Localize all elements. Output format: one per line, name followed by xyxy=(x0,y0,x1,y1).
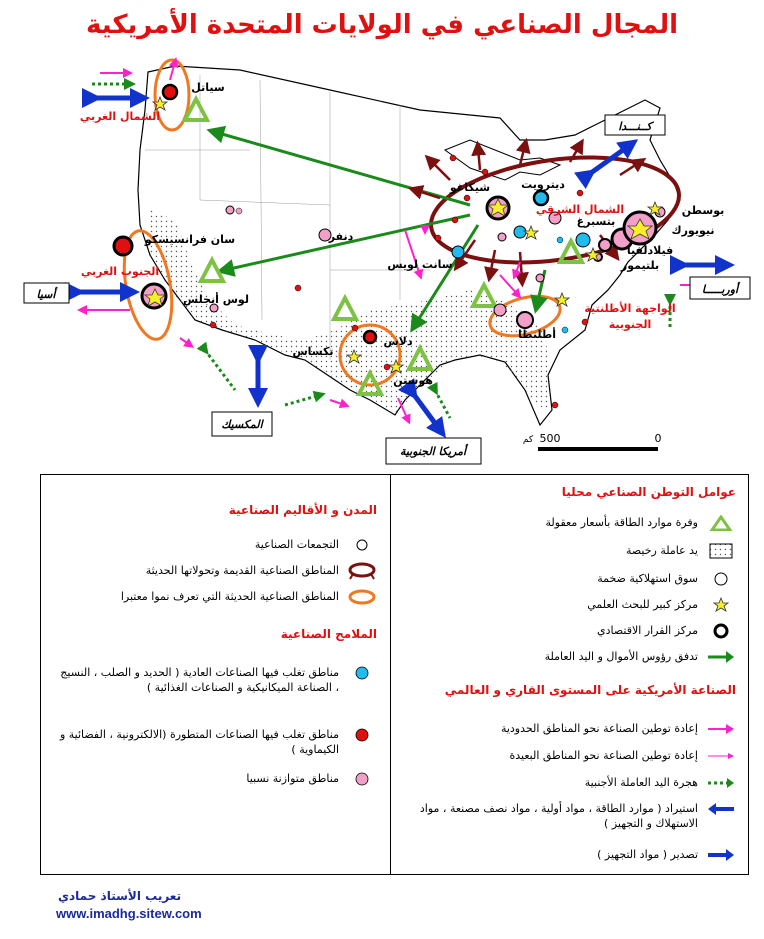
svg-text:أوربـــــا: أوربـــــا xyxy=(701,283,739,296)
legend-item: المناطق الصناعية الحديثة التي تعرف نموا معتبرا xyxy=(121,589,377,605)
scale-bar xyxy=(523,432,662,451)
svg-text:0: 0 xyxy=(654,432,662,445)
city-texas: تكساس xyxy=(292,345,334,358)
box-canada xyxy=(605,115,665,135)
legend xyxy=(40,474,749,875)
svg-text:كم: كم xyxy=(522,435,534,445)
legend-section-local-factors: عوامل التوطن الصناعي محليا xyxy=(561,485,736,499)
website-url[interactable]: www.imadhg.sitew.com xyxy=(56,906,202,921)
usa-industrial-map xyxy=(0,45,764,470)
legend-item: تصدير ( مواد التجهيز ) xyxy=(597,847,736,863)
legend-item: هجرة اليد العاملة الأجنبية xyxy=(585,775,736,791)
legend-item: سوق استهلاكية ضخمة xyxy=(597,571,736,587)
svg-text:أمريكا الجنوبية: أمريكا الجنوبية xyxy=(399,445,467,458)
region-southeast-line2: الجنوبية xyxy=(608,318,652,331)
legend-right-column xyxy=(391,475,748,874)
city-philadelphia: فيلادلفيا xyxy=(626,244,674,257)
page-title: المجال الصناعي في الولايات المتحدة الأمريكية xyxy=(85,10,679,40)
city-denver: دنفر xyxy=(328,230,354,243)
author-credit: تعريب الأستاذ حمادي xyxy=(58,889,182,903)
city-saint-louis: سانت لويس xyxy=(387,258,453,271)
legend-left-column xyxy=(41,475,389,874)
city-atlanta: أطلنطا xyxy=(518,328,556,341)
box-mexico xyxy=(212,412,272,436)
legend-item: تدفق رؤوس الأموال و اليد العاملة xyxy=(545,649,736,665)
city-seattle: سياتل xyxy=(191,81,225,94)
region-northwest: الشمال الغربي xyxy=(79,110,161,123)
legend-item: مركز القرار الاقتصادي xyxy=(597,623,736,639)
city-houston: هوستن xyxy=(393,374,433,387)
legend-item: مناطق تغلب فيها الصناعات العادية ( الحديد و الصلب ، النسيج ، الصناعة الميكانيكية و الصناعات الغذائية ) xyxy=(57,665,377,695)
city-baltimore: بلتيمور xyxy=(620,259,660,272)
city-dallas: دلاس xyxy=(383,335,413,348)
legend-item: استيراد ( موارد الطاقة ، مواد أولية ، مواد نصف مصنعة ، مواد الاستهلاك و التجهيز ) xyxy=(391,801,736,831)
legend-item: إعادة توطين الصناعة نحو المناطق الحدودية xyxy=(501,721,736,737)
svg-text:500: 500 xyxy=(539,432,561,445)
region-northeast: الشمال الشرقي xyxy=(535,203,625,216)
city-pittsburgh: بتسبرغ xyxy=(576,215,616,228)
legend-section-cities: المدن و الأقاليم الصناعية xyxy=(228,503,377,517)
box-europe xyxy=(690,277,750,299)
city-boston: بوسطن xyxy=(681,204,725,217)
legend-item: التجمعات الصناعية xyxy=(255,537,377,553)
svg-text:كــنـــدا: كــنـــدا xyxy=(618,120,652,133)
city-detroit: ديترويت xyxy=(521,178,565,191)
legend-section-global: الصناعة الأمريكية على المستوى القاري و العالمي xyxy=(444,683,736,697)
box-asia xyxy=(24,283,69,303)
legend-item: وفرة موارد الطاقة بأسعار معقولة xyxy=(546,515,736,531)
legend-item: يد عاملة رخيصة xyxy=(626,543,736,559)
legend-item: مركز كبير للبحث العلمي xyxy=(587,597,736,613)
city-new-york: نيويورك xyxy=(671,224,715,237)
city-chicago: شيكاغو xyxy=(449,181,491,194)
city-san-francisco: سان فرانسيسكو xyxy=(144,233,236,246)
box-south-america xyxy=(386,438,481,464)
legend-item: إعادة توطين الصناعة نحو المناطق البعيدة xyxy=(510,748,737,764)
city-los-angeles: لوس أنجلس xyxy=(183,293,249,306)
legend-item: مناطق متوازنة نسبيا xyxy=(246,771,377,787)
region-southeast-line1: الواجهة الأطلنتية xyxy=(584,302,676,315)
legend-section-features: الملامح الصناعية xyxy=(280,627,377,641)
legend-item: مناطق تغلب فيها الصناعات المتطورة (الالكترونية ، الفضائية و الكيماوية ) xyxy=(57,727,377,757)
svg-text:المكسيك: المكسيك xyxy=(221,418,263,431)
legend-item: المناطق الصناعية القديمة وتحولاتها الحديثة xyxy=(146,563,377,579)
svg-text:أسيا: أسيا xyxy=(36,288,56,301)
region-southwest: الجنوب الغربي xyxy=(80,265,160,278)
